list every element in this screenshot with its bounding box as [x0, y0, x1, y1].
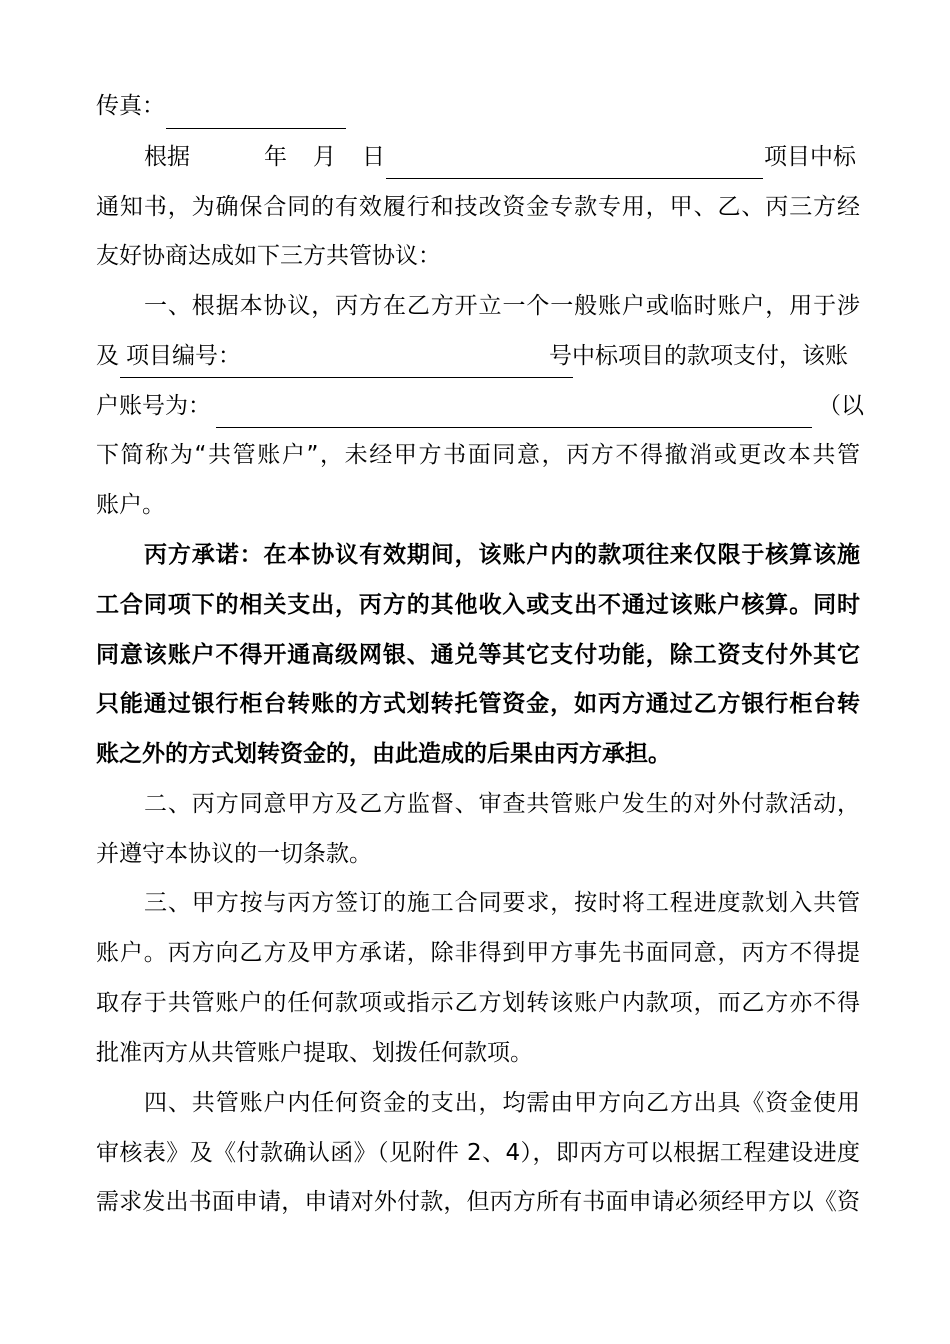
commitment-line-1: 丙方承诺：在本协议有效期间，该账户内的款项往来仅限于核算该施 — [144, 542, 860, 568]
involve-text: 及 — [96, 343, 119, 369]
account-number-label: 户账号为： — [96, 393, 211, 419]
commitment-line-4: 只能通过银行柜台转账的方式划转托管资金，如丙方通过乙方银行柜台转 — [96, 691, 860, 717]
fax-label: 传真： — [96, 93, 165, 119]
clause-3-line-3: 取存于共管账户的任何款项或指示乙方划转该账户内款项，而乙方亦不得 — [96, 990, 860, 1016]
month-text: 月 — [313, 144, 336, 170]
fax-blank — [166, 128, 346, 129]
para-intro-line-2: 友好协商达成如下三方共管协议： — [96, 243, 441, 269]
clause-1-line-4: 下简称为“共管账户”，未经甲方书面同意，丙方不得撤消或更改本共管 — [96, 442, 860, 468]
clause-1-line-2 — [0, 339, 950, 373]
year-text: 年 — [264, 144, 287, 170]
day-text: 日 — [362, 144, 385, 170]
commitment-line-3: 同意该账户不得开通高级网银、通兑等其它支付功能，除工资支付外其它 — [96, 642, 860, 668]
clause-4-line-3: 需求发出书面申请，申请对外付款，但丙方所有书面申请必须经甲方以《资 — [96, 1189, 860, 1215]
clause-1-line-5: 账户。 — [96, 492, 165, 518]
project-number-blank — [120, 377, 573, 378]
para-intro-line-1: 通知书，为确保合同的有效履行和技改资金专款专用，甲、乙、丙三方经 — [96, 194, 860, 220]
clause-1-line-3 — [0, 389, 950, 423]
clause-3-line-2: 账户。丙方向乙方及甲方承诺，除非得到甲方事先书面同意，丙方不得提 — [96, 940, 860, 966]
account-number-blank — [216, 427, 812, 428]
clause-2-line-2: 并遵守本协议的一切条款。 — [96, 841, 372, 867]
clause-3-line-4: 批准丙方从共管账户提取、划拨任何款项。 — [96, 1040, 533, 1066]
clause-4-line-1: 四、共管账户内任何资金的支出，均需由甲方向乙方出具《资金使用 — [144, 1090, 860, 1116]
clause-2-line-1: 二、丙方同意甲方及乙方监督、审查共管账户发生的对外付款活动， — [144, 791, 860, 817]
clause-1-line-1: 一、根据本协议，丙方在乙方开立一个一般账户或临时账户，用于涉 — [144, 293, 860, 319]
according-text: 根据 — [144, 144, 190, 170]
commitment-line-2: 工合同项下的相关支出，丙方的其他收入或支出不通过该账户核算。同时 — [96, 592, 860, 618]
clause-4-line-2: 审核表》及《付款确认函》（见附件 2、4），即丙方可以根据工程建设进度 — [96, 1140, 860, 1166]
project-number-label: 项目编号： — [126, 343, 241, 369]
award-payment-text: 号中标项目的款项支付，该账 — [549, 343, 848, 369]
hereinafter-text: （以 — [818, 393, 864, 419]
project-name-blank — [386, 178, 763, 179]
clause-3-line-1: 三、甲方按与丙方签订的施工合同要求，按时将工程进度款划入共管 — [144, 890, 860, 916]
date-line — [0, 140, 950, 174]
project-award-text: 项目中标 — [764, 144, 856, 170]
commitment-line-5: 账之外的方式划转资金的，由此造成的后果由丙方承担。 — [96, 741, 671, 767]
